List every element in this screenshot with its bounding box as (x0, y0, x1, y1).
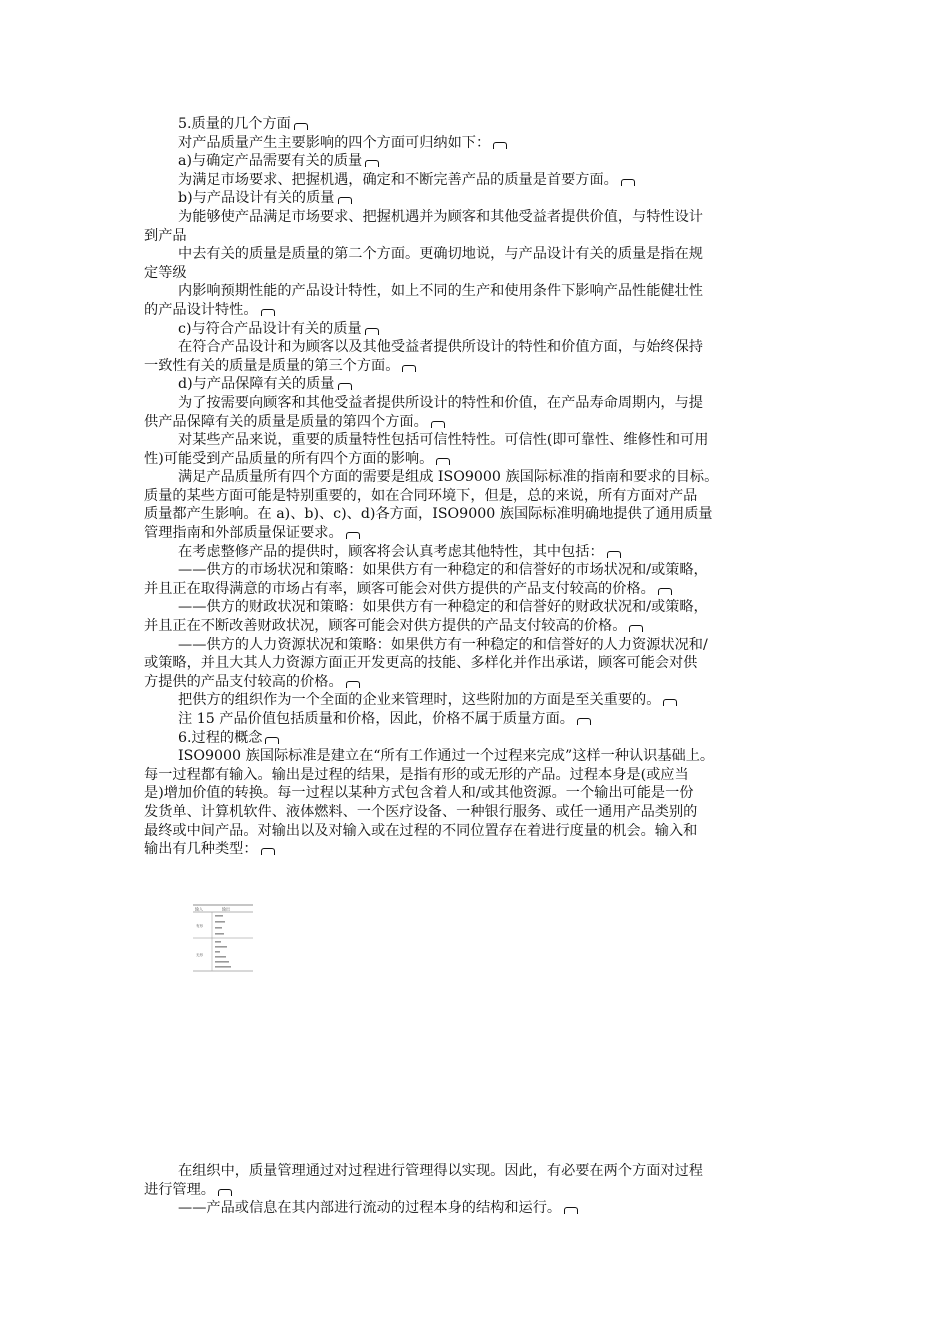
text-line (144, 264, 814, 283)
text-line (144, 320, 814, 339)
text-line-content: 5.质量的几个方面 (178, 116, 291, 132)
text-line (144, 282, 814, 301)
paragraph-mark-icon (607, 551, 621, 558)
text-line-content: ——供方的市场状况和策略：如果供方有一种稳定的和信誉好的市场状况和/或策略， (178, 562, 708, 579)
text-line (144, 1162, 814, 1181)
paragraph-mark-icon (365, 160, 379, 167)
figure-header-input: 输入 (195, 906, 203, 912)
text-line (144, 598, 814, 617)
text-line-content: 为了按需要向顾客和其他受益者提供所设计的特性和价值，在产品寿命周期内，与提 (178, 394, 703, 411)
text-line (144, 1199, 814, 1218)
text-line (144, 431, 814, 450)
text-line (144, 301, 814, 320)
text-line (144, 747, 814, 766)
input-output-table-figure (192, 903, 254, 973)
text-line-content: 进行管理。 (144, 1181, 215, 1198)
text-line (144, 134, 814, 153)
text-line (144, 561, 814, 580)
paragraph-mark-icon (346, 681, 360, 688)
text-line-content: 管理指南和外部质量保证要求。 (144, 525, 343, 542)
text-line-content: 6.过程的概念 (178, 729, 263, 746)
text-line-content: 在符合产品设计和为顾客以及其他受益者提供所设计的特性和价值方面，与始终保持 (178, 339, 703, 356)
text-line (144, 673, 814, 692)
figure-header-output: 输出 (222, 906, 230, 912)
text-line-content: ——供方的人力资源状况和策略：如果供方有一种稳定的和信誉好的人力资源状况和/ (178, 636, 708, 653)
text-line (144, 580, 814, 599)
text-line-content: 最终或中间产品。对输出以及对输入或在过程的不同位置存在着进行度量的机会。输入和 (144, 822, 698, 839)
text-line-content: 中去有关的质量是质量的第二个方面。更确切地说，与产品设计有关的质量是指在规 (178, 246, 703, 263)
text-line-content: 满足产品质量所有四个方面的需要是组成 ISO9000 族国际标准的指南和要求的目标。 (178, 469, 719, 486)
text-line-content: a)与确定产品需要有关的质量 (178, 153, 363, 170)
figure-group-intangible: 无形 (196, 953, 203, 957)
table-image (192, 903, 254, 973)
text-line-content: 一致性有关的质量是质量的第三个方面。 (144, 357, 400, 374)
paragraph-mark-icon (577, 718, 591, 725)
text-line (144, 208, 814, 227)
text-line (144, 357, 814, 376)
text-line-content: 每一过程都有输入。输出是过程的结果，是指有形的或无形的产品。过程本身是(或应当 (144, 766, 689, 783)
figure-group-tangible: 有形 (196, 924, 203, 928)
paragraph-mark-icon (564, 1207, 578, 1214)
text-line (144, 729, 814, 748)
text-line (144, 152, 814, 171)
text-line (144, 524, 814, 543)
text-line (144, 450, 814, 469)
text-line (144, 338, 814, 357)
paragraph-mark-icon (493, 142, 507, 149)
text-line-content: b)与产品设计有关的质量 (178, 190, 335, 207)
paragraph-mark-icon (346, 532, 360, 539)
text-line (144, 710, 814, 729)
text-line-content: 把供方的组织作为一个全面的企业来管理时，这些附加的方面是至关重要的。 (178, 692, 661, 709)
text-line-content: ——供方的财政状况和策略：如果供方有一种稳定的和信誉好的财政状况和/或策略， (178, 599, 708, 616)
paragraph-mark-icon (402, 365, 416, 372)
text-line-content: 或策略，并且大其人力资源方面正开发更高的技能、多样化并作出承诺，顾客可能会对供 (144, 655, 698, 672)
text-line (144, 1181, 814, 1200)
text-line-content: 在考虑整修产品的提供时，顾客将会认真考虑其他特性，其中包括： (178, 543, 604, 560)
text-line-content: 对某些产品来说，重要的质量特性包括可信性特性。可信性(即可靠性、维修性和可用 (178, 432, 709, 449)
text-line-content: 质量的某些方面可能是特别重要的，如在合同环境下，但是，总的来说，所有方面对产品 (144, 487, 698, 504)
paragraph-mark-icon (663, 699, 677, 706)
text-line-content: 是)增加价值的转换。每一过程以某种方式包含着人和/或其他资源。一个输出可能是一份 (144, 785, 694, 802)
paragraph-mark-icon (658, 588, 672, 595)
text-line-content: 内影响预期性能的产品设计特性，如上不同的生产和使用条件下影响产品性能健壮性 (178, 283, 703, 300)
text-line-content: ——产品或信息在其内部进行流动的过程本身的结构和运行。 (178, 1200, 562, 1217)
text-line (144, 505, 814, 524)
text-line (144, 375, 814, 394)
text-line-content: 并且正在取得满意的市场占有率，顾客可能会对供方提供的产品支付较高的价格。 (144, 580, 655, 597)
paragraph-mark-icon (218, 1189, 232, 1196)
text-line (144, 189, 814, 208)
document-body-continued (144, 1162, 814, 1218)
text-line-content: 质量都产生影响。在 a)、b)、c)、d)各方面，ISO9000 族国际标准明确地提供了通用质量 (144, 506, 713, 523)
text-line (144, 487, 814, 506)
paragraph-mark-icon (431, 421, 445, 428)
text-line (144, 766, 814, 785)
paragraph-mark-icon (294, 123, 308, 130)
text-line (144, 840, 814, 859)
text-line-content: 注 15 产品价值包括质量和价格，因此，价格不属于质量方面。 (178, 711, 574, 727)
paragraph-mark-icon (261, 848, 275, 855)
text-line (144, 468, 814, 487)
text-line-content: 对产品质量产生主要影响的四个方面可归纳如下： (178, 134, 491, 151)
text-line-content: 为能够使产品满足市场要求、把握机遇并为顾客和其他受益者提供价值，与特性设计 (178, 208, 703, 225)
paragraph-mark-icon (629, 625, 643, 632)
text-line-content: 的产品设计特性。 (144, 301, 258, 318)
text-line (144, 654, 814, 673)
text-line (144, 543, 814, 562)
document-body (144, 115, 814, 859)
text-line-content: 输出有几种类型： (144, 841, 258, 858)
text-line (144, 784, 814, 803)
text-line (144, 394, 814, 413)
paragraph-mark-icon (338, 197, 352, 204)
text-line (144, 227, 814, 246)
text-line (144, 691, 814, 710)
paragraph-mark-icon (338, 383, 352, 390)
text-line (144, 636, 814, 655)
paragraph-mark-icon (436, 458, 450, 465)
text-line-content: 定等级 (144, 264, 187, 281)
text-line (144, 822, 814, 841)
text-line-content: 并且正在不断改善财政状况，顾客可能会对供方提供的产品支付较高的价格。 (144, 618, 627, 635)
text-line-content: 为满足市场要求、把握机遇，确定和不断完善产品的质量是首要方面。 (178, 171, 618, 188)
paragraph-mark-icon (621, 179, 635, 186)
text-line-content: 方提供的产品支付较高的价格。 (144, 673, 343, 690)
text-line (144, 413, 814, 432)
text-line-content: ISO9000 族国际标准是建立在“所有工作通过一个过程来完成”这样一种认识基础上。 (178, 748, 715, 765)
text-line-content: c)与符合产品设计有关的质量 (178, 320, 362, 337)
text-line-content: 在组织中，质量管理通过对过程进行管理得以实现。因此，有必要在两个方面对过程 (178, 1163, 703, 1179)
paragraph-mark-icon (261, 309, 275, 316)
text-line-content: 发货单、计算机软件、液体燃料、一个医疗设备、一种银行服务、或任一通用产品类别的 (144, 803, 698, 820)
text-line-content: 到产品 (144, 227, 187, 244)
text-line (144, 115, 814, 134)
text-line-content: 供产品保障有关的质量是质量的第四个方面。 (144, 413, 428, 430)
text-line-content: d)与产品保障有关的质量 (178, 376, 335, 393)
text-line (144, 245, 814, 264)
text-line (144, 617, 814, 636)
paragraph-mark-icon (365, 328, 379, 335)
text-line (144, 803, 814, 822)
paragraph-mark-icon (265, 737, 279, 744)
text-line (144, 171, 814, 190)
text-line-content: 性)可能受到产品质量的所有四个方面的影响。 (144, 450, 434, 467)
